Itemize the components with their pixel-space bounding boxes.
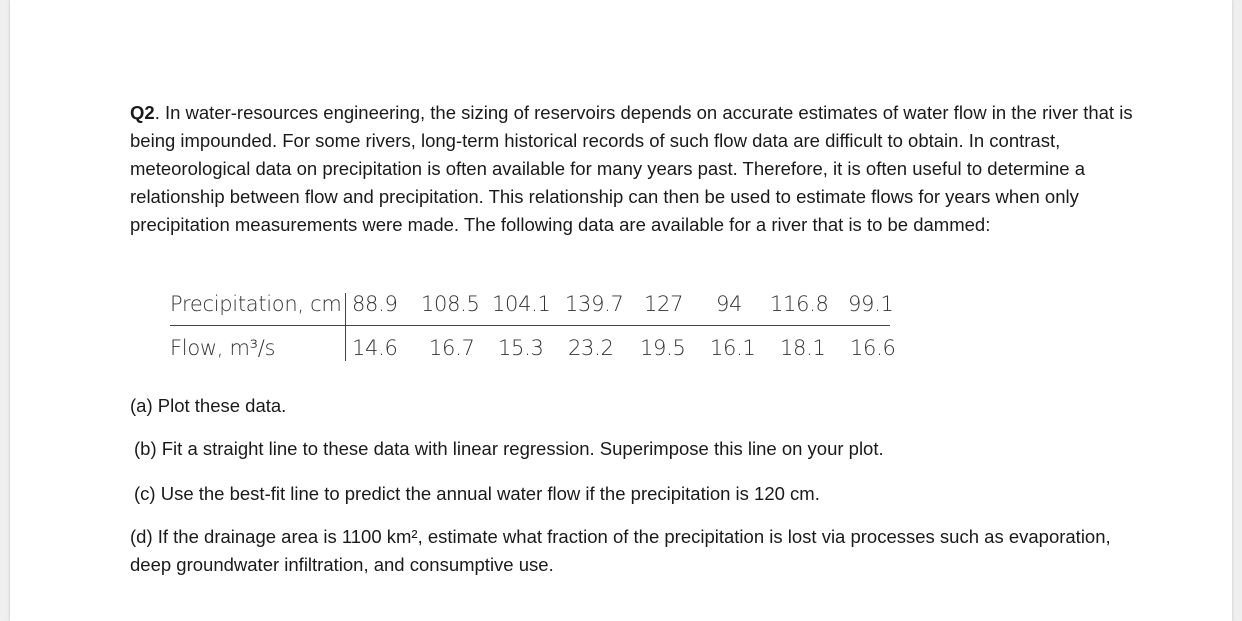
table-column-divider [345, 293, 346, 361]
table-cell: 108.5 [421, 292, 480, 316]
table-cell: 16.6 [850, 336, 896, 360]
part-b: (b) Fit a straight line to these data with linear regression. Superimpose this line on your plot. [134, 438, 884, 459]
part-c: (c) Use the best-fit line to predict the annual water flow if the precipitation is 120 cm. [134, 483, 820, 504]
table-cell: 139.7 [565, 292, 624, 316]
row-label-precipitation: Precipitation, cm [170, 292, 342, 316]
row-label-flow: Flow, m³/s [170, 336, 276, 360]
table-cell: 94 [716, 292, 743, 316]
document-page [10, 0, 1232, 621]
table-cell: 127 [644, 292, 684, 316]
table-cell: 116.8 [770, 292, 829, 316]
table-cell: 15.3 [498, 336, 544, 360]
table-cell: 16.1 [710, 336, 756, 360]
table-cell: 19.5 [640, 336, 686, 360]
question-intro: . In water-resources engineering, the sizing of reservoirs depends on accurate estimates of water flow in the river that is being impounded. For some rivers, long-term historical records of such flow data are difficult to obtain. In contrast, meteorological data on precipitation is often available for many years past. Therefore, it is often useful to determine a relationship between flow and precipitation. This relationship can then be used to estimate flows for years when only precipitation measurements were made. The following data are available for a river that is to be dammed: [130, 102, 1133, 236]
table-cell: 88.9 [352, 292, 398, 316]
table-cell: 99.1 [848, 292, 894, 316]
question-paragraph [130, 99, 1140, 239]
part-d: (d) If the drainage area is 1100 km², estimate what fraction of the precipitation is lost via processes such as evaporation, deep groundwater infiltration, and consumptive use. [130, 526, 1111, 576]
part-a: (a) Plot these data. [130, 395, 287, 416]
table-divider [170, 325, 890, 326]
table-cell: 23.2 [568, 336, 614, 360]
question-label: Q2 [130, 102, 155, 123]
table-cell: 104.1 [492, 292, 551, 316]
table-cell: 18.1 [780, 336, 826, 360]
table-cell: 14.6 [352, 336, 398, 360]
table-cell: 16.7 [429, 336, 475, 360]
